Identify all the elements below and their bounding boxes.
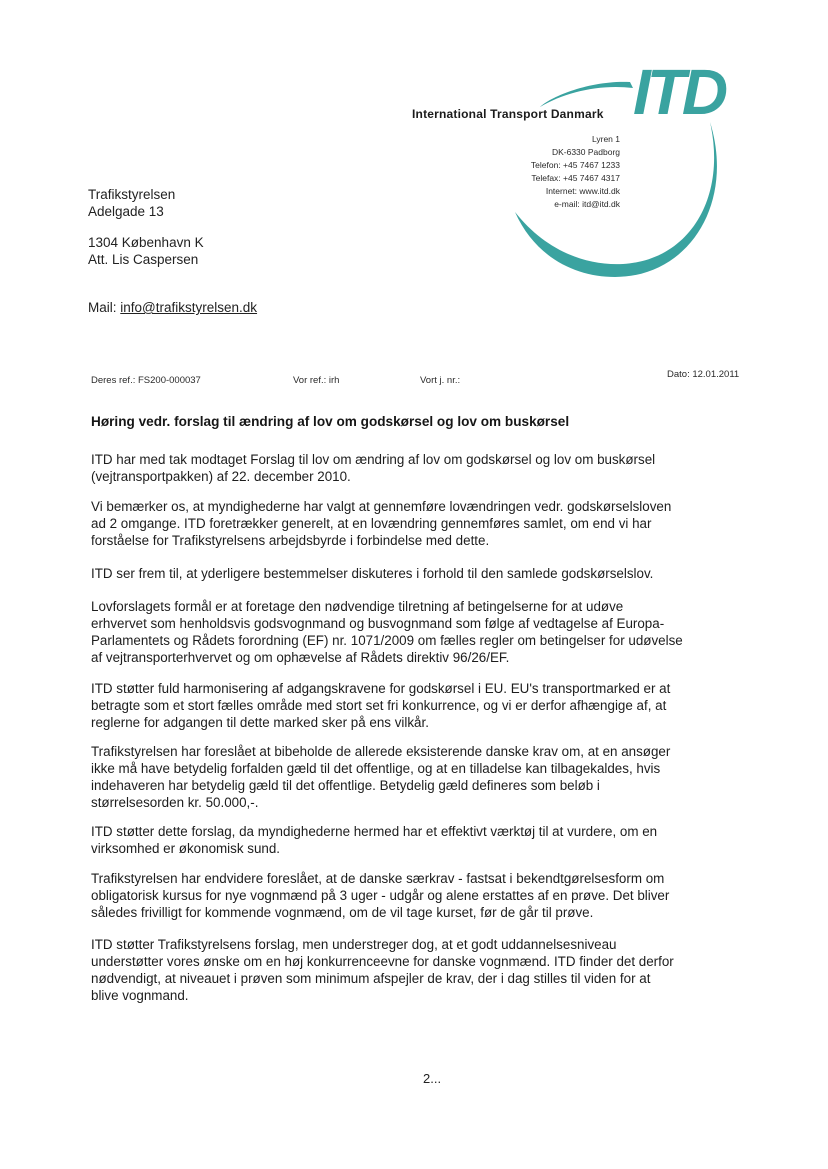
contact-block	[531, 133, 620, 211]
line: ITD støtter Trafikstyrelsens forslag, men understreger dog, at et godt uddannelsesniveau	[91, 937, 617, 952]
contact-line[interactable]: Internet: www.itd.dk	[545, 186, 620, 196]
recipient-street: Adelgade 13	[88, 204, 164, 219]
paragraph-4	[91, 598, 761, 666]
line: betragte som et stort fælles område med stort set fri konkurrence, og vi er derfor afhængige af, at	[91, 698, 667, 713]
line: nødvendigt, at niveauet i prøven som minimum afspejler de krav, der i dag stilles til viden for at	[91, 971, 651, 986]
line: størrelsesorden kr. 50.000,-.	[91, 795, 259, 810]
recipient-name: Trafikstyrelsen	[88, 187, 176, 202]
contact-line: DK-6330 Padborg	[551, 147, 620, 157]
paragraph-8	[91, 870, 761, 921]
vort-jnr: Vort j. nr.:	[420, 375, 461, 386]
mail-label: Mail:	[88, 300, 117, 315]
line: Vi bemærker os, at myndighederne har valgt at gennemføre lovændringen vedr. godskørselsloven	[91, 499, 672, 514]
paragraph-9	[91, 936, 761, 1004]
company-name: International Transport Danmark	[412, 107, 604, 121]
line: (vejtransportpakken) af 22. december 2010.	[91, 469, 351, 484]
contact-line: Telefon: +45 7467 1233	[530, 160, 620, 170]
line: Trafikstyrelsen har endvidere foreslået, at de danske særkrav - fastsat i bekendtgørelsesform om	[91, 871, 665, 886]
logo-text: ITD	[633, 56, 725, 128]
contact-line: Telefax: +45 7467 4317	[531, 173, 620, 183]
date: Dato: 12.01.2011	[667, 369, 740, 380]
paragraph-1	[91, 451, 761, 485]
line: ITD har med tak modtaget Forslag til lov om ændring af lov om godskørsel og lov om buskørsel	[91, 452, 656, 467]
line: erhvervet som henholdsvis godsvognmand og busvognmand som følge af vedtagelse af Europa-	[91, 616, 665, 631]
line: virksomhed er økonomisk sund.	[91, 841, 281, 856]
line: ad 2 omgange. ITD foretrækker generelt, at en lovændring gennemføres samlet, om end vi har	[91, 516, 652, 531]
mail-link[interactable]: info@trafikstyrelsen.dk	[120, 300, 258, 315]
paragraph-7	[91, 823, 761, 857]
subject-heading: Høring vedr. forslag til ændring af lov om godskørsel og lov om buskørsel	[91, 414, 570, 429]
line: af vejtransporterhvervet og om ophævelse af Rådets direktiv 96/26/EF.	[91, 650, 510, 665]
line: Parlamentets og Rådets forordning (EF) nr. 1071/2009 om fælles regler om betingelser for udøvelse	[91, 633, 683, 648]
line: forståelse for Trafikstyrelsens arbejdsbyrde i forbindelse med dette.	[91, 533, 490, 548]
line: indehaveren har betydelig gæld til det offentlige. Betydelig gæld defineres som beløb i	[91, 778, 600, 793]
deres-ref: Deres ref.: FS200-000037	[91, 375, 201, 386]
contact-line: Lyren 1	[591, 134, 620, 144]
paragraph-5	[91, 680, 761, 731]
line: ITD støtter dette forslag, da myndighederne hermed har et effektivt værktøj til at vurdere, om en	[91, 824, 658, 839]
line: Lovforslagets formål er at foretage den nødvendige tilretning af betingelserne for at udøve	[91, 599, 624, 614]
paragraph-3	[91, 565, 761, 582]
logo-swoosh	[540, 82, 633, 107]
line: Trafikstyrelsen har foreslået at bibeholde de allerede eksisterende danske krav om, at en ansøger	[91, 744, 671, 759]
recipient-mail	[88, 299, 257, 316]
paragraph-2	[91, 498, 761, 549]
line: ITD støtter fuld harmonisering af adgangskravene for godskørsel i EU. EU's transportmarked er at	[91, 681, 671, 696]
contact-line[interactable]: e-mail: itd@itd.dk	[554, 199, 620, 209]
line: ikke må have betydelig forfalden gæld til det offentlige, og at en tilladelse kan tilbagekaldes, hvis	[91, 761, 661, 776]
recipient-city: 1304 København K	[88, 235, 204, 250]
line: understøtter vores ønske om en høj konkurrenceevne for danske vognmænd. ITD finder det derfor	[91, 954, 674, 969]
paragraph-6	[91, 743, 761, 811]
page-number: 2...	[423, 1071, 442, 1086]
line: obligatorisk kursus for nye vognmænd på 3 uger - udgår og alene erstattes af en prøve. Det bliver	[91, 888, 670, 903]
line: blive vognmand.	[91, 988, 189, 1003]
recipient-attention: Att. Lis Caspersen	[88, 252, 199, 267]
line: reglerne for adgangen til dette marked sker på ens vilkår.	[91, 715, 429, 730]
line: således frivilligt for kommende vognmænd, om de vil tage kurset, før de går til prøve.	[91, 905, 594, 920]
vor-ref: Vor ref.: irh	[293, 375, 340, 386]
line: ITD ser frem til, at yderligere bestemmelser diskuteres i forhold til den samlede godskørselslov.	[91, 566, 654, 581]
